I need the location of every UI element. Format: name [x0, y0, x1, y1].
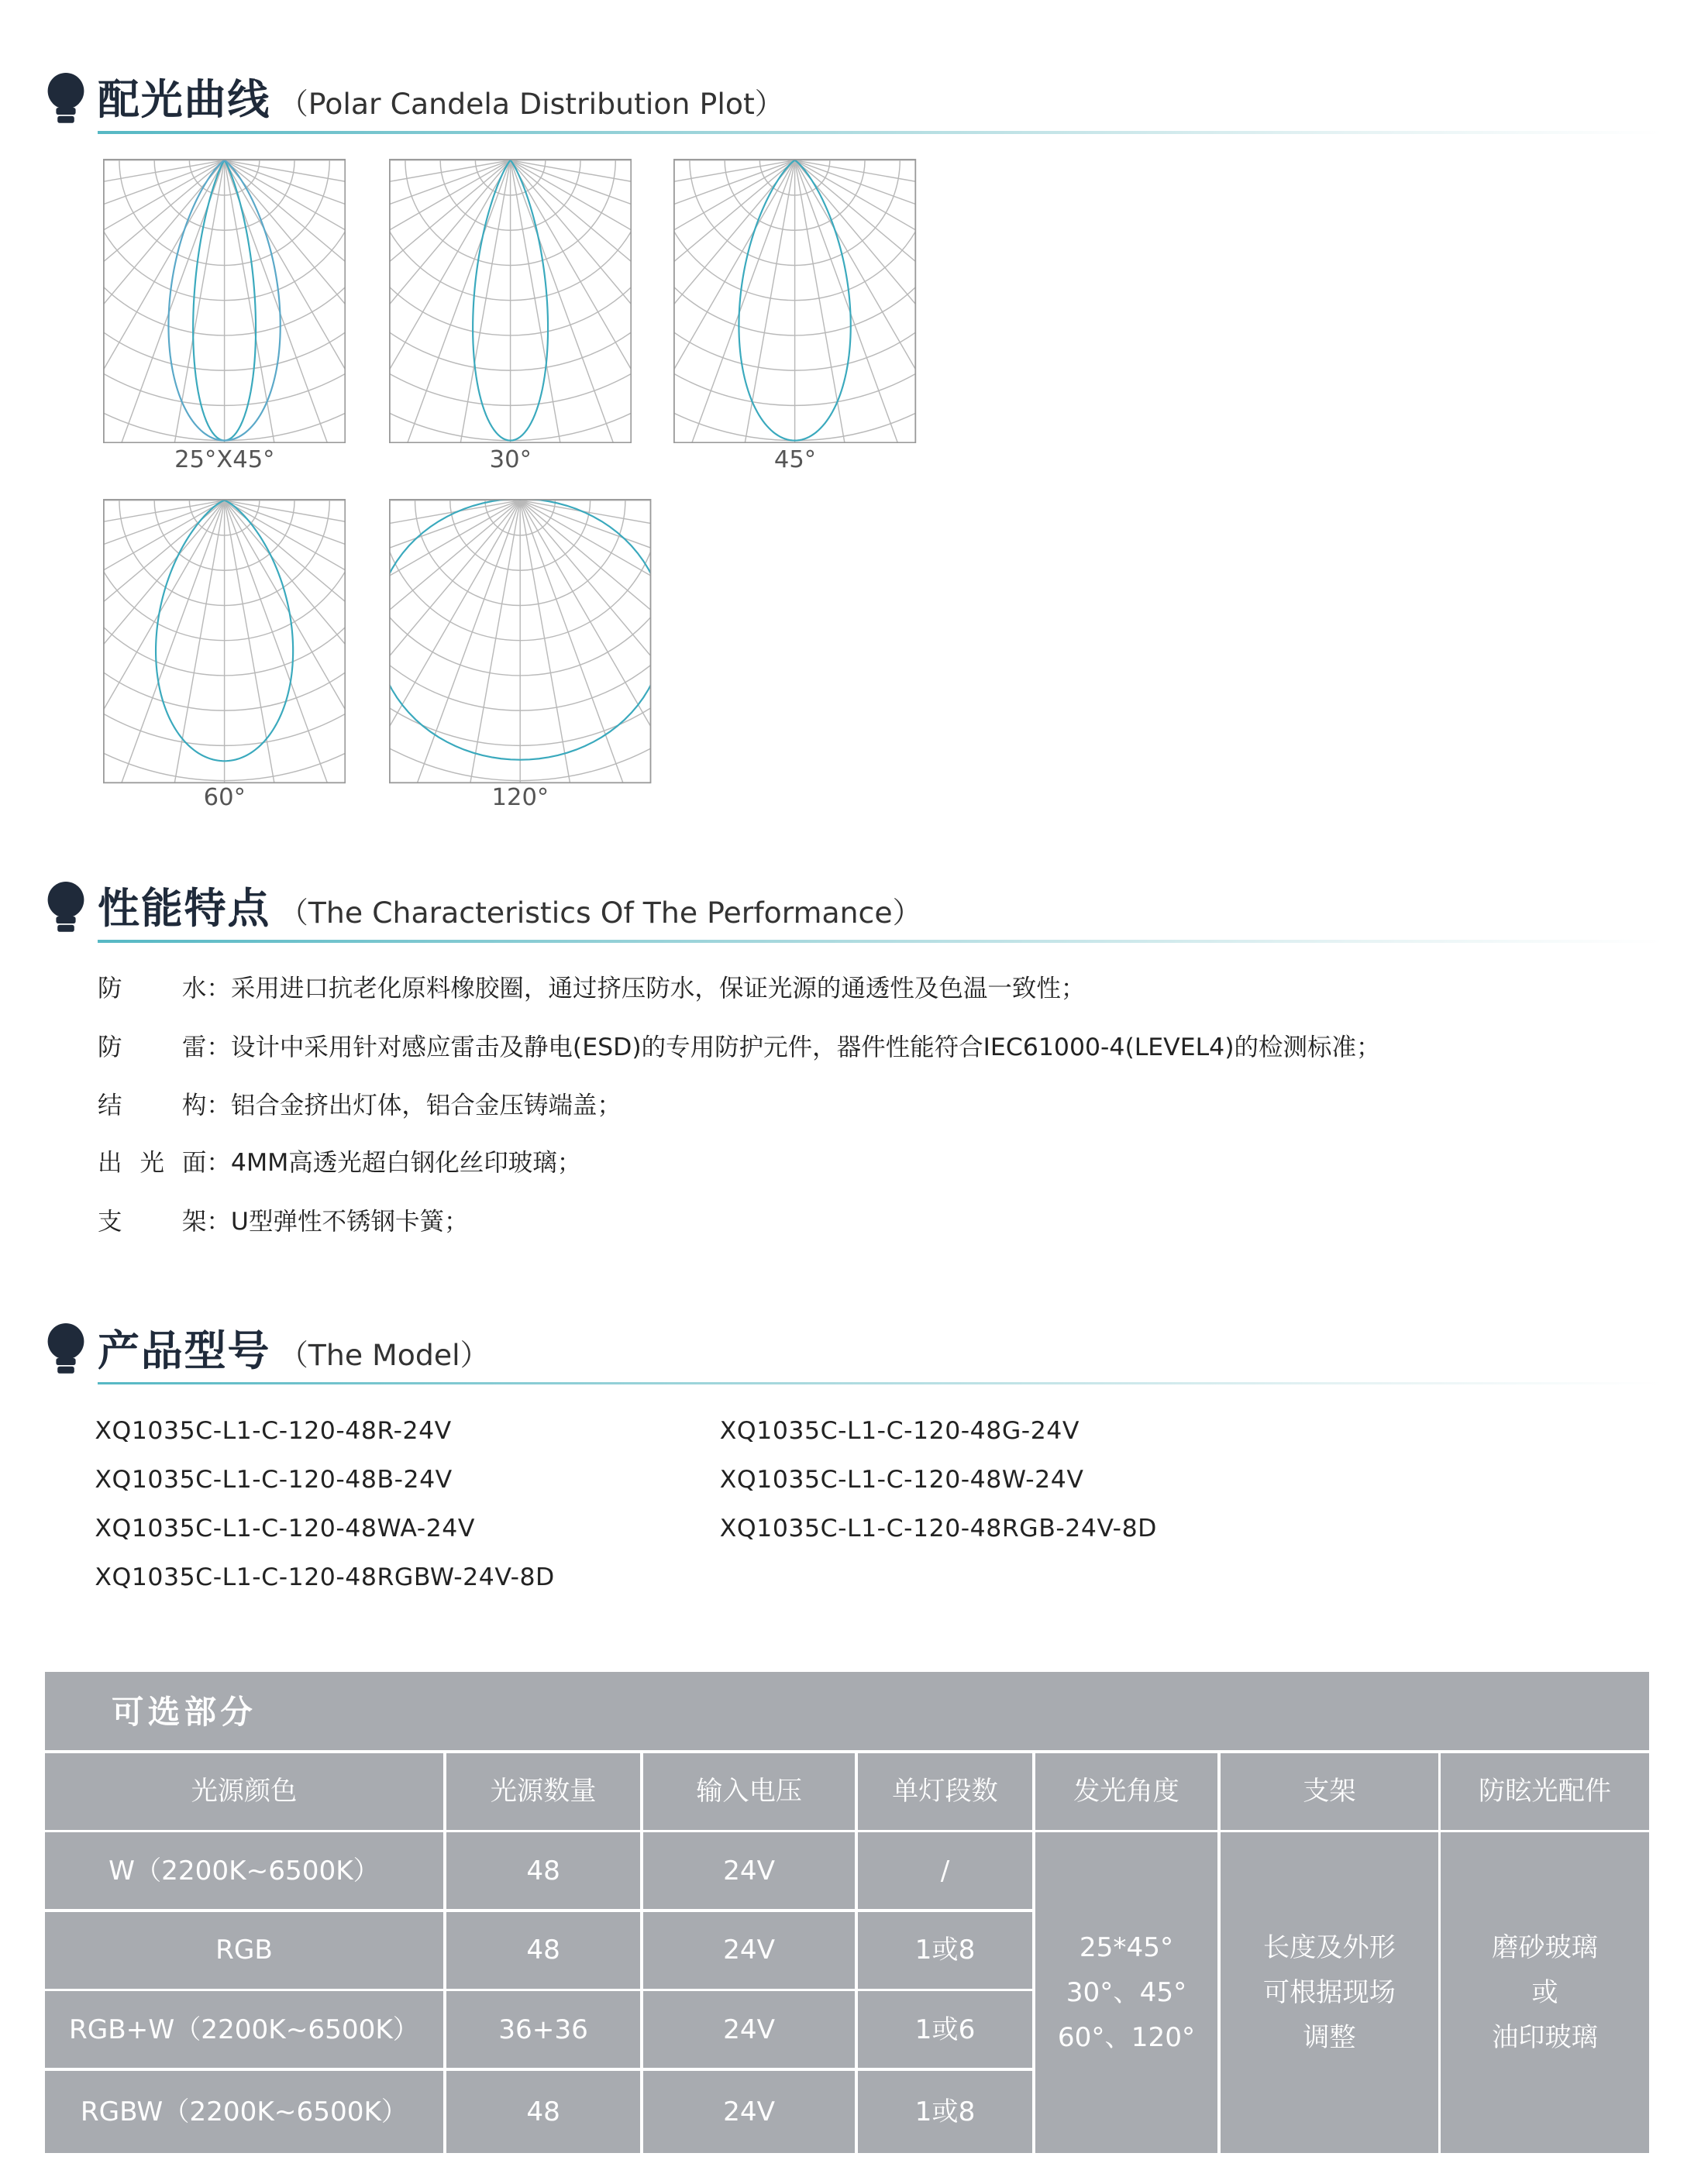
table-header: 发光角度 — [1073, 1776, 1179, 1807]
feature-key: 防水 — [98, 975, 207, 1003]
polar-grid-ray — [795, 160, 873, 443]
glare-line: 或 — [1531, 1977, 1558, 2009]
table-cell: RGB — [215, 1935, 273, 1966]
polar-plot-canvas — [389, 499, 651, 783]
table-cell: 48 — [526, 2096, 560, 2127]
polar-plot-label: 25°X45° — [174, 445, 275, 473]
polar-grid-ray — [225, 500, 346, 724]
polar-grid-ray — [432, 160, 511, 443]
polar-plot-60 — [103, 499, 346, 820]
section-title-cn: 性能特点 — [97, 884, 271, 934]
polar-grid-ray — [389, 500, 520, 783]
bracket-line: 可根据现场 — [1262, 1977, 1396, 2009]
table-cell: 36+36 — [498, 2014, 588, 2045]
table-cell: RGBW（2200K~6500K） — [80, 2096, 408, 2127]
polar-plot-45 — [673, 159, 916, 480]
section-rule — [98, 131, 1663, 134]
polar-grid-ray — [225, 160, 346, 239]
polar-grid-ray — [511, 160, 589, 443]
polar-grid-ray — [225, 160, 303, 443]
table-cell: 24V — [723, 2014, 776, 2045]
polar-grid-ray — [673, 160, 795, 384]
polar-grid-ray — [520, 500, 651, 783]
angle-line: 25*45° — [1079, 1931, 1174, 1963]
bulb-icon — [45, 1323, 87, 1376]
table-cell: 1或8 — [914, 2096, 976, 2127]
polar-plot-canvas — [103, 159, 346, 443]
model-code: XQ1035C-L1-C-120-48WA-24V — [95, 1514, 475, 1543]
table-cell: 24V — [723, 1855, 776, 1886]
polar-grid-ray — [520, 500, 598, 783]
feature-key: 防雷 — [98, 1033, 207, 1061]
table-cell: 24V — [723, 2096, 776, 2127]
model-code: XQ1035C-L1-C-120-48RGB-24V-8D — [719, 1514, 1157, 1543]
model-code: XQ1035C-L1-C-120-48W-24V — [719, 1465, 1084, 1494]
feature-key: 结构 — [98, 1092, 207, 1120]
section-title-cn: 配光曲线 — [97, 75, 271, 125]
table-cell-angles — [1035, 1832, 1218, 2153]
table-cell: RGB+W（2200K~6500K） — [68, 2014, 419, 2045]
feature-colon: ： — [206, 1207, 231, 1236]
feature-key: 出光面 — [98, 1149, 207, 1177]
table-cell: / — [940, 1855, 950, 1886]
model-code: XQ1035C-L1-C-120-48RGBW-24V-8D — [95, 1563, 555, 1591]
section-rule — [98, 940, 1663, 943]
feature-waterproof — [98, 969, 1085, 1004]
polar-grid-ray — [103, 500, 225, 579]
section-title-en: （The Characteristics Of The Performance） — [278, 896, 922, 930]
feature-value: 铝合金挤出灯体，铝合金压铸端盖； — [230, 1092, 622, 1120]
table-header: 光源数量 — [490, 1776, 597, 1807]
bracket-line: 调整 — [1303, 2022, 1356, 2054]
feature-colon: ： — [206, 1149, 231, 1177]
polar-grid-ray — [389, 500, 520, 783]
polar-grid-ray — [146, 160, 225, 443]
feature-value: 设计中采用针对感应雷击及静电(ESD)的专用防护元件，器件性能符合IEC61000-4(LEVEL4)的检测标准； — [230, 1033, 1381, 1061]
feature-bracket — [98, 1202, 468, 1237]
table-cell: 48 — [526, 1855, 560, 1886]
polar-grid-ray — [511, 160, 632, 384]
polar-plot-label: 60° — [203, 783, 246, 811]
polar-grid-ray — [520, 500, 651, 783]
table-cell: 24V — [723, 1935, 776, 1966]
model-code: XQ1035C-L1-C-120-48B-24V — [95, 1465, 453, 1494]
polar-grid-ray — [225, 500, 346, 579]
table-cell: 1或6 — [914, 2014, 976, 2045]
glare-line: 油印玻璃 — [1492, 2022, 1598, 2054]
polar-grid-ray — [717, 160, 795, 443]
polar-plot-label: 45° — [773, 445, 817, 473]
table-header: 单灯段数 — [892, 1776, 998, 1807]
section-title-cn: 产品型号 — [97, 1326, 271, 1375]
section-title-en: （Polar Candela Distribution Plot） — [278, 87, 784, 122]
section-rule — [98, 1382, 1663, 1385]
bulb-icon — [45, 882, 87, 934]
feature-colon: ： — [206, 1033, 231, 1061]
polar-grid-ray — [795, 160, 917, 239]
table-cell: 1或8 — [914, 1935, 976, 1966]
feature-structure — [98, 1086, 622, 1121]
model-code: XQ1035C-L1-C-120-48G-24V — [719, 1416, 1080, 1445]
section-title — [98, 1318, 489, 1377]
table-cell: W（2200K~6500K） — [108, 1855, 380, 1886]
polar-plot-canvas — [389, 159, 632, 443]
polar-plot-label: 120° — [491, 783, 549, 811]
section-title-en: （The Model） — [278, 1337, 490, 1372]
table-header: 防眩光配件 — [1479, 1776, 1611, 1807]
options-table-title: 可选部分 — [111, 1694, 257, 1732]
model-code: XQ1035C-L1-C-120-48R-24V — [95, 1416, 452, 1445]
feature-key: 支架 — [98, 1207, 207, 1236]
polar-grid-ray — [520, 500, 651, 783]
polar-grid-ray — [389, 500, 520, 783]
polar-plot-30 — [389, 159, 632, 480]
table-header: 输入电压 — [696, 1776, 802, 1807]
polar-grid-ray — [225, 160, 346, 384]
feature-colon: ： — [206, 1092, 231, 1120]
table-header: 光源颜色 — [191, 1776, 298, 1807]
table-cell-glare — [1441, 1832, 1648, 2153]
polar-plot-25x45 — [103, 159, 346, 480]
feature-value: U型弹性不锈钢卡簧； — [230, 1207, 469, 1236]
polar-grid-ray — [442, 500, 521, 783]
polar-grid-ray — [103, 160, 225, 384]
polar-plot-label: 30° — [489, 445, 532, 473]
table-header: 支架 — [1303, 1776, 1356, 1807]
angle-line: 30°、45° — [1066, 1977, 1187, 2009]
bulb-icon — [45, 73, 87, 126]
polar-plot-canvas — [103, 499, 346, 783]
polar-grid-ray — [103, 500, 225, 724]
polar-grid-ray — [795, 160, 917, 384]
polar-grid-ray — [673, 160, 795, 239]
feature-value: 采用进口抗老化原料橡胶圈，通过挤压防水，保证光源的通透性及色温一致性； — [230, 975, 1086, 1003]
polar-grid-ray — [389, 160, 511, 384]
feature-light-surface — [98, 1144, 581, 1178]
table-cell: 48 — [526, 1935, 560, 1966]
angle-line: 60°、120° — [1057, 2022, 1196, 2054]
feature-colon: ： — [206, 975, 231, 1003]
feature-value: 4MM高透光超白钢化丝印玻璃； — [230, 1149, 582, 1177]
feature-lightning — [98, 1028, 1381, 1063]
polar-grid-ray — [103, 160, 225, 239]
table-cell-bracket — [1221, 1832, 1438, 2153]
glare-line: 磨砂玻璃 — [1492, 1931, 1598, 1963]
bracket-line: 长度及外形 — [1262, 1931, 1396, 1963]
polar-plot-120 — [389, 499, 651, 820]
section-title — [98, 875, 921, 935]
section-title — [98, 67, 784, 126]
polar-grid-ray — [389, 500, 520, 783]
polar-grid-ray — [520, 500, 651, 783]
options-table — [45, 1672, 1649, 2153]
polar-plot-canvas — [673, 159, 916, 443]
